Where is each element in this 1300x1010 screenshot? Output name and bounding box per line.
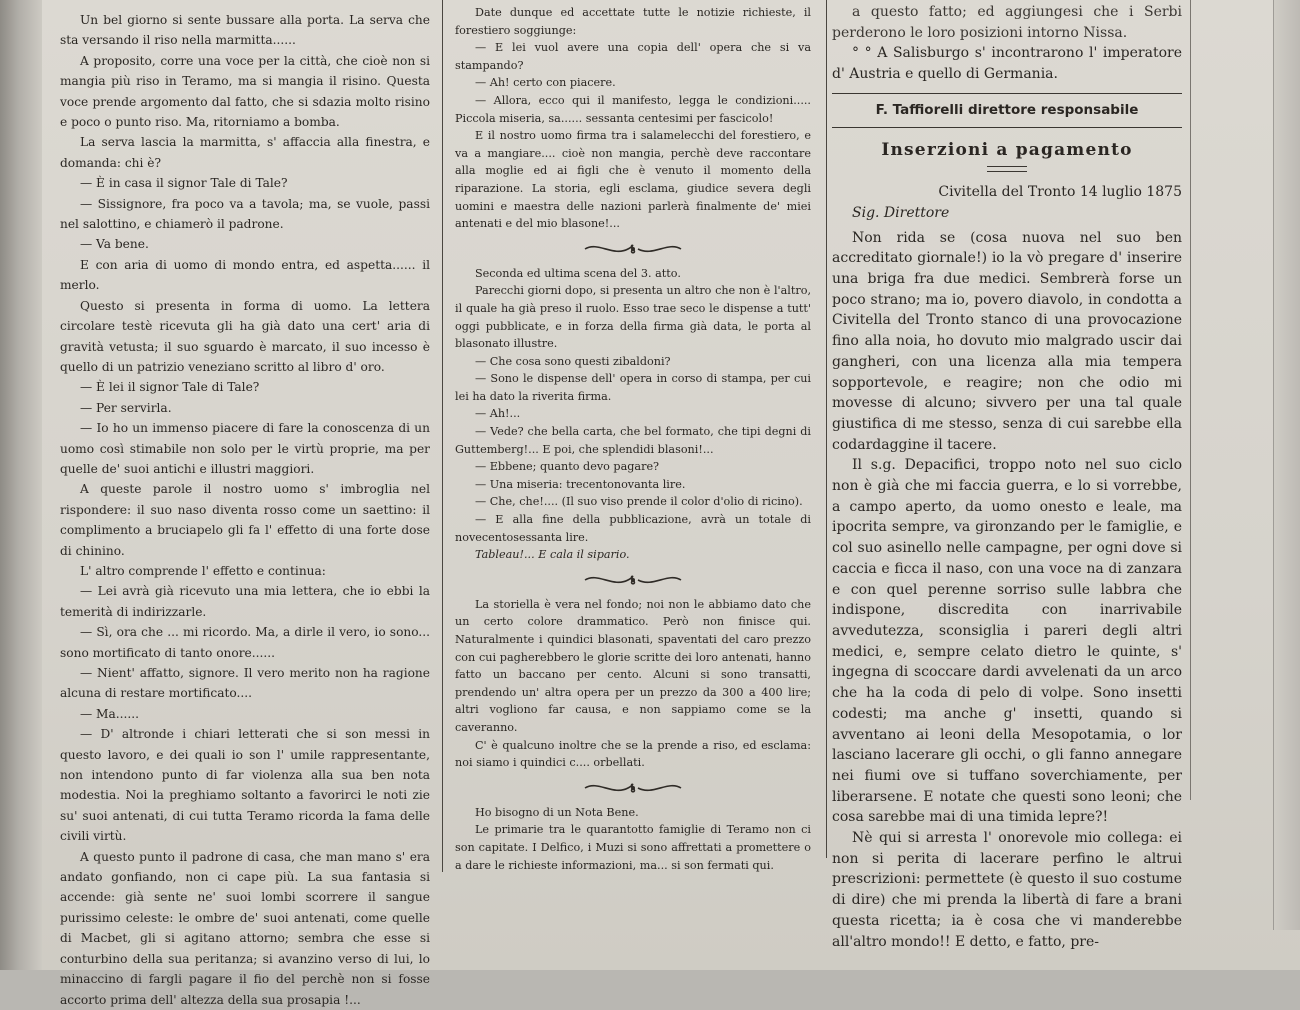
paragraph: A questo punto il padrone di casa, che man mano s' era andato gonfiando, non ci cape più. La sua fantasia si accende: già sente ne' suoi lombi scorrere il sangue purissimo celeste: le ombre de' suoi antenati, come quelle di Macbet, gli si agitano attorno; sembra che esse si conturbino della sua peritanza; si avanzino verso di lui, lo minaccino di fargli pagare il fio del perchè non si fosse accorto prima dell' altezza della sua prosapia !...	[60, 849, 430, 1007]
paragraph: E il nostro uomo firma tra i salamelecchi del forestiero, e va a mangiare.... cioè non mangia, perchè deve raccontare alla moglie ed ai figli che è venuto il momento della riparazione. La storia, egli esclama, giudice severa degli uomini e maestra delle nazioni parlerà finalmente de' miei antenati e del mio blasone!...	[455, 129, 811, 231]
paragraph: — Allora, ecco qui il manifesto, legga le condizioni..... Piccola miseria, sa...... sessanta centesimi per fascicolo!	[455, 93, 811, 125]
dateline: Civitella del Tronto 14 luglio 1875	[938, 184, 1182, 201]
paragraph: — Nient' affatto, signore. Il vero merito non ha ragione alcuna di restare mortificato....	[60, 666, 430, 701]
column-middle	[455, 4, 811, 874]
paragraph: — Va bene.	[80, 237, 149, 252]
page-edge	[1273, 0, 1300, 930]
column-left	[60, 10, 430, 1007]
ornament-divider	[455, 774, 811, 802]
paragraph: La serva lascia la marmitta, s' affaccia alla finestra, e domanda: chi è?	[60, 135, 430, 170]
paragraph: — E alla fine della pubblicazione, avrà un totale di novecentosessanta lire.	[455, 513, 811, 544]
paragraph: Non rida se (cosa nuova nel suo ben accreditato giornale!) io la vò pregare d' inserire una briga fra due medici. Sembrerà forse un poco strano; ma io, povero diavolo, in condotta a Civitella del Tronto stanco di una provocazione fino alla noia, ho dovuto mio malgrado uscir dai gangheri, con una licenza alla mia tempera sopportevole, e reagire; non che odio mi movesse di alcuno; sivvero per una tal quale giustifica di me stesso, senza di cui sarebbe ella codardaggine il tacere.	[832, 229, 1182, 453]
page-binding-shadow	[0, 0, 42, 970]
paragraph: C' è qualcuno inoltre che se la prende a riso, ed esclama: noi siamo i quindici c.... orbellati.	[455, 738, 811, 770]
ornament-icon	[583, 240, 683, 258]
paragraph: Le primarie tra le quarantotto famiglie di Teramo non ci son capitate. I Delfico, i Muzi si sono affrettati a promettere o a dare le richieste informazioni, ma... si son fermati qui.	[455, 823, 811, 872]
paragraph: — Ebbene; quanto devo pagare?	[475, 460, 660, 474]
ornament-divider	[455, 566, 811, 594]
paragraph: — Sissignore, fra poco va a tavola; ma, se vuole, passi nel salottino, e chiamerò il padrone.	[60, 196, 430, 232]
title-rule	[987, 166, 1027, 172]
paragraph: L' altro comprende l' effetto e continua:	[80, 563, 326, 578]
salutation: Sig. Direttore	[852, 204, 950, 221]
paragraph: Questo si presenta in forma di uomo. La lettera circolare testè ricevuta gli ha già dato una cert' aria di gravità vetusta; il suo sguardo è marcato, il suo incesso è quello di un patrizio veneziano scritto al libro d' oro.	[60, 298, 430, 374]
section-title: Inserzioni a pagamento	[881, 139, 1133, 160]
paragraph: — Vede? che bella carta, che bel formato, che tipi degni di Guttemberg!... E poi, che splendidi blasoni!...	[455, 425, 811, 456]
column-rule	[442, 0, 443, 872]
paragraph: — D' altronde i chiari letterati che si son messi in questo lavoro, e dei quali io son l' umile rappresentante, non intendono punto di far violenza alla sua ben nota modestia. Noi la preghiamo soltanto a favorirci le noti zie su' suoi antenati, di cui tutta Teramo ricorda la fama delle civili virtù.	[60, 727, 430, 844]
ornament-divider	[455, 235, 811, 263]
paragraph: — Ah! certo con piacere.	[475, 76, 616, 90]
paragraph: — Che cosa sono questi zibaldoni?	[475, 354, 671, 368]
paragraph: A proposito, corre una voce per la città, che cioè non si mangia più riso in Teramo, ma si mangia il risino. Questa voce prende argomento dal fatto, che si sdazia molto risino e poco o punto riso. Ma, ritorniamo a bomba.	[60, 53, 430, 130]
paragraph: — Sono le dispense dell' opera in corso di stampa, per cui lei ha dato la riverita firma.	[455, 372, 811, 403]
paragraph: — Ah!...	[475, 407, 521, 421]
paragraph: Tableau!... E cala il sipario.	[475, 548, 630, 562]
paragraph: — Io ho un immenso piacere di fare la conoscenza di un uomo così stimabile non solo per le virtù proprie, ma per quelle de' suoi antichi e illustri maggiori.	[60, 421, 430, 476]
paragraph: — Lei avrà già ricevuto una mia lettera, che io ebbi la temerità di indirizzarle.	[60, 584, 430, 619]
paragraph: La storiella è vera nel fondo; noi non le abbiamo dato che un certo colore drammatico. Però non finisce qui. Naturalmente i quindici blasonati, spaventati del caro prezzo con cui pagherebbero le glorie scritte dei loro antenati, hanno fatto un baccano per cento. Alcuni si sono transatti, prendendo un' altra opera per un prezzo da 300 a 400 lire; altri vogliono far causa, e non sappiamo come se la caveranno.	[455, 597, 811, 734]
paragraph: Parecchi giorni dopo, si presenta un altro che non è l'altro, il quale ha già preso il ruolo. Esso trae seco le dispense a tutt' oggi pubblicate, e in forza della firma già data, le porta al blasonato illustre.	[455, 284, 811, 351]
paragraph: Seconda ed ultima scena del 3. atto.	[475, 266, 681, 280]
paragraph: — Che, che!.... (Il suo viso prende il color d'olio di ricino).	[475, 495, 803, 509]
paragraph: — Ma......	[80, 706, 140, 721]
column-rule	[826, 0, 827, 858]
column-right	[832, 2, 1182, 950]
paragraph: — È lei il signor Tale di Tale?	[80, 380, 260, 395]
paragraph: — E lei vuol avere una copia dell' opera che si va stampando?	[455, 41, 811, 72]
paragraph: Date dunque ed accettate tutte le notizie richieste, il forestiero soggiunge:	[455, 6, 811, 37]
ornament-icon	[583, 571, 683, 589]
paragraph: Un bel giorno si sente bussare alla porta. La serva che sta versando il riso nella marmitta......	[60, 13, 430, 48]
paragraph: a questo fatto; ed aggiungesi che i Serbi perderono le loro posizioni intorno Nissa.	[832, 4, 1182, 41]
ornament-icon	[583, 779, 683, 797]
paragraph: E con aria di uomo di mondo entra, ed aspetta...... il merlo.	[60, 257, 430, 293]
paragraph: — Sì, ora che ... mi ricordo. Ma, a dirle il vero, io sono... sono mortificato di tanto onore......	[60, 625, 430, 660]
paragraph: Il s.g. Depacifici, troppo noto nel suo ciclo non è già che mi faccia guerra, e lo si vorrebbe, a campo aperto, da uomo onesto e leale, ma ipocrita sempre, va gironzando per le famiglie, e col suo asinello nelle campagne, per ogni dove si caccia e ficca il naso, con una voce na di zanzara e con quel perenne sorriso sulle labbra che indispone, discredita con inarrivabile avvedutezza, sconsiglia i pareri degli altri medici, e, sempre celato dietro le quinte, s' ingegna di scoccare dardi avvelenati da un arco che ha la coda di pelo di volpe. Sono insetti codesti; ma anche g' insetti, quando si avventano ai leoni della Mesopotamia, o lor lasciano lacerare gli occhi, o gli fanno annegare nei fiumi ove si tuffano soverchiamente, per liberarsene. E notate che questi sono leoni; che cosa sarebbe mai di una timida lepre?!	[832, 457, 1182, 826]
paragraph: — Una miseria: trecentonovanta lire.	[475, 477, 686, 491]
paragraph: A queste parole il nostro uomo s' imbroglia nel rispondere: il suo naso diventa rosso come un saettino: il complimento a bruciapelo gli fa l' effetto di una forte dose di chinino.	[60, 482, 430, 558]
paragraph: ° ° A Salisburgo s' incontrarono l' imperatore d' Austria e quello di Germania.	[832, 45, 1182, 83]
paragraph: Ho bisogno di un Nota Bene.	[475, 805, 639, 819]
paragraph: — È in casa il signor Tale di Tale?	[80, 176, 288, 191]
column-rule	[1190, 0, 1191, 800]
paragraph: — Per servirla.	[80, 400, 172, 415]
responsible-editor: F. Taffiorelli direttore responsabile	[832, 93, 1182, 128]
paragraph: Nè qui si arresta l' onorevole mio collega: ei non si perita di lacerare perfino le altrui prescrizioni: permettete (è questo il suo costume di dire) che mi prenda la libertà di fare a brani questa ricetta; ia è cosa che vi manderebbe all'altro mondo!! E detto, e fatto, pre-	[832, 830, 1182, 950]
